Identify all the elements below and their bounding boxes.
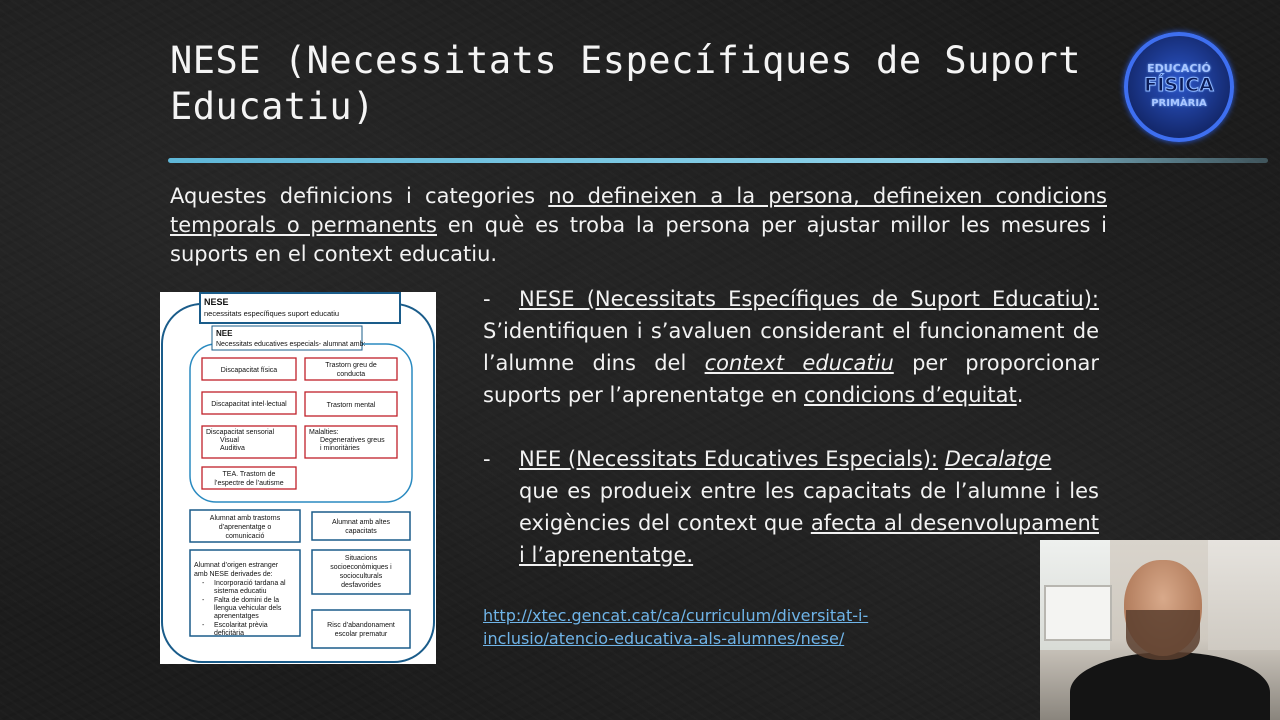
outer-estranger-3: Incorporació tardana al	[214, 580, 286, 587]
outer-situacions-3: socioculturals	[339, 573, 383, 580]
diagram-nese-title: NESE	[204, 297, 229, 307]
definition-term: NESE (Necessitats Específiques de Suport Educatiu):	[519, 287, 1099, 311]
logo-line3: PRIMÀRIA	[1151, 98, 1207, 109]
box-discapacitat-intel: Discapacitat intel·lectual	[211, 401, 287, 408]
box-trastorn-greu-2: conducta	[336, 371, 366, 378]
box-tea-2: l’espectre de l’autisme	[214, 480, 284, 487]
outer-situacions-1: Situacions	[344, 555, 378, 562]
outer-altes-2: capacitats	[345, 528, 377, 535]
presenter-webcam-video	[1040, 540, 1280, 720]
bullet-dash: -	[483, 287, 491, 311]
slide-title: NESE (Necessitats Específiques de Suport Educatiu)	[170, 39, 1082, 128]
outer-situacions-4: desfavorides	[341, 582, 381, 589]
outer-situacions-2: socioeconòmiques i	[330, 564, 392, 571]
definition-text: per proporcionar suports per l’aprenentatge en	[483, 351, 1100, 407]
intro-text-1: Aquestes definicions i categories	[170, 184, 549, 208]
definition-nese	[483, 283, 1099, 411]
definition-emphasis: Decalatge	[944, 447, 1052, 471]
box-trastorn-mental: Trastorn mental	[326, 402, 376, 409]
intro-paragraph	[170, 182, 1107, 269]
outer-estranger-7: aprenentatges	[214, 613, 259, 620]
outer-estranger-4: sistema educatiu	[214, 588, 267, 595]
outer-estranger-2: amb NESE derivades de:	[194, 571, 273, 578]
box-sensorial-2: Visual	[220, 437, 239, 444]
definition-term: NEE (Necessitats Educatives Especials):	[519, 447, 938, 471]
logo-line2: FÍSICA	[1144, 74, 1214, 96]
outer-trastorns-2: d’aprenentatge o	[218, 524, 272, 531]
box-malalties-3: i minoritàries	[320, 445, 360, 452]
outer-trastorns-1: Alumnat amb trastorns	[209, 515, 281, 522]
outer-trastorns-3: comunicació	[225, 533, 265, 540]
diagram-nee-sub: Necessitats educatives especials- alumnat amb:	[216, 341, 366, 348]
definition-underlined: afecta al desenvolupament i l’aprenentatge.	[519, 511, 1100, 567]
outer-altes-1: Alumnat amb altes	[332, 519, 390, 526]
definition-emphasis: context educatiu	[704, 351, 894, 375]
intro-underlined: no defineixen a la persona, defineixen condicions temporals o permanents	[170, 184, 1107, 237]
outer-risc-2: escolar prematur	[334, 631, 388, 638]
outer-risc-1: Risc d’abandonament	[327, 622, 395, 629]
box-sensorial-3: Auditiva	[220, 445, 245, 452]
diagram-nese-sub: necessitats específiques suport educatiu	[204, 309, 340, 318]
intro-text-2: en què es troba la persona per ajustar millor les mesures i suports en el context educatiu.	[170, 213, 1107, 266]
nese-diagram	[160, 292, 436, 664]
bullet-dash: -	[483, 447, 491, 471]
svg-text:-: -	[202, 622, 205, 629]
outer-estranger-6: llengua vehicular dels	[214, 605, 282, 612]
box-tea-1: TEA. Trastorn de	[222, 471, 276, 478]
educacio-fisica-logo	[1124, 32, 1234, 142]
outer-estranger-8: Escolaritat prèvia	[214, 622, 268, 629]
definition-text: que es produeix entre les capacitats de l’alumne i les exigències del context que	[519, 479, 1099, 535]
outer-estranger-5: Falta de domini de la	[214, 597, 279, 604]
definition-text: S’identifiquen i s’avaluen considerant el funcionament de l’alumne dins del	[483, 319, 1099, 375]
outer-estranger-9: deficitària	[214, 630, 244, 637]
svg-text:-: -	[202, 597, 205, 604]
diagram-nee-title: NEE	[216, 329, 233, 338]
definition-underlined: condicions d’equitat	[803, 383, 1017, 407]
title-divider	[168, 158, 1268, 163]
box-sensorial-1: Discapacitat sensorial	[206, 429, 275, 436]
xtec-link[interactable]: http://xtec.gencat.cat/ca/curriculum/diversitat-i-inclusio/atencio-educativa-als-alumnes/nese/	[483, 606, 869, 648]
outer-estranger-1: Alumnat d’origen estranger	[194, 562, 279, 569]
whiteboard	[1044, 585, 1112, 641]
box-malalties-2: Degeneratives greus	[320, 437, 385, 444]
box-discapacitat-fisica: Discapacitat física	[220, 367, 278, 374]
box-malalties-1: Malalties:	[309, 429, 339, 436]
presenter-body	[1070, 652, 1270, 720]
box-trastorn-greu-1: Trastorn greu de	[325, 362, 377, 369]
svg-text:-: -	[202, 580, 205, 587]
definitions	[483, 283, 1099, 571]
definition-continuation	[483, 475, 1099, 571]
logo-line1: EDUCACIÓ	[1147, 62, 1211, 75]
definition-text: .	[1016, 383, 1024, 407]
definition-nee	[483, 443, 1099, 571]
